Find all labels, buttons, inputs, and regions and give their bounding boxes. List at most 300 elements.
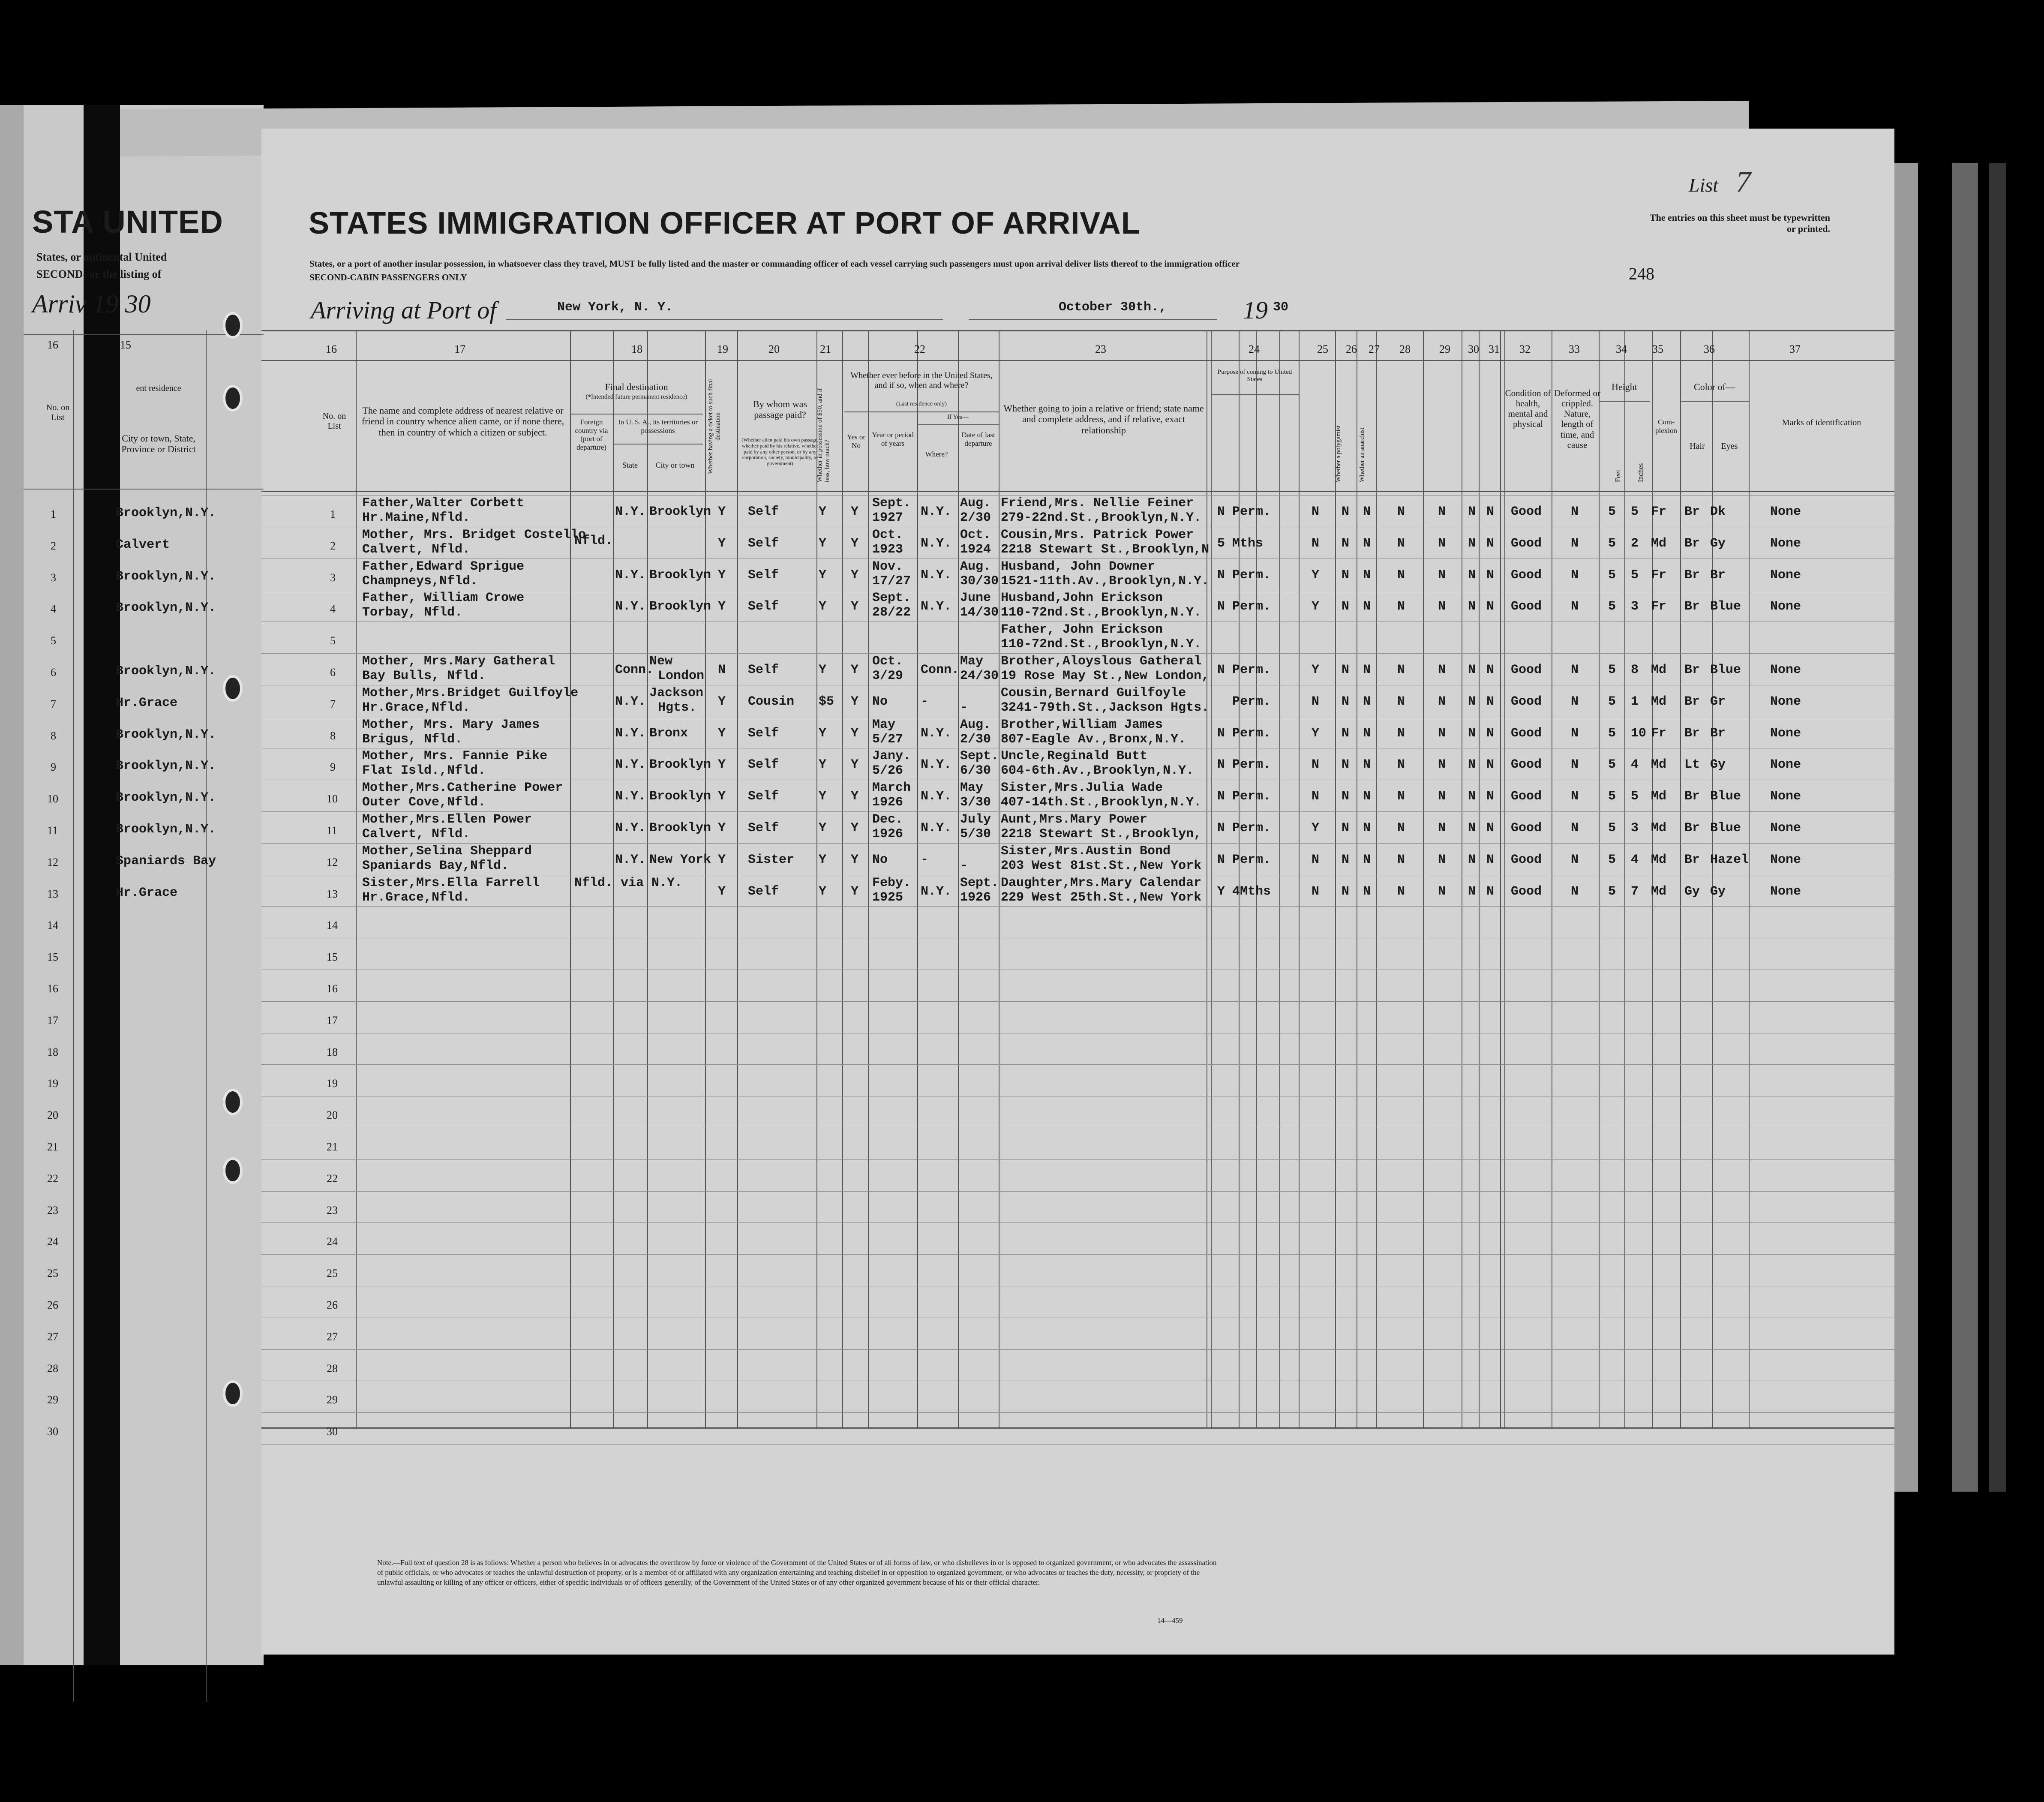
col-27-answer: N (1363, 599, 1371, 614)
year-period-2: 1926 (872, 795, 903, 810)
relative-address: Spaniards Bay,Nfld. (362, 858, 509, 873)
date-last-departure-2: 2/30 (960, 732, 991, 747)
height-feet: 5 (1608, 757, 1616, 772)
money: Y (819, 726, 827, 741)
year-suffix: 30 (1273, 300, 1289, 315)
relative-name: Mother, Mrs.Mary Gatheral (362, 654, 555, 669)
col-29-answer: N (1438, 505, 1446, 519)
header-last-residence: (Last residence only) (896, 401, 947, 407)
left-row-number: 4 (51, 603, 56, 616)
height-feet: 5 (1608, 694, 1616, 709)
col-28-answer: N (1397, 663, 1405, 677)
col-25-answer: N (1312, 757, 1320, 772)
col-29-answer: N (1438, 663, 1446, 677)
left-row-number: 26 (47, 1299, 58, 1311)
deformed: N (1571, 852, 1579, 867)
passage-paid-by: Cousin (748, 694, 795, 709)
header-color-of: Color of— (1694, 381, 1735, 392)
grid-column-line (1279, 331, 1280, 1428)
left-residence-cell: Brooklyn,N.Y. (116, 506, 216, 520)
row-number: 21 (327, 1141, 338, 1153)
col-25-answer: Y (1312, 726, 1320, 741)
grid-row-line (261, 1222, 1894, 1223)
height-inches: 2 (1631, 536, 1639, 551)
height-feet: 5 (1608, 789, 1616, 804)
col-29-answer: N (1438, 536, 1446, 551)
joining-address: 19 Rose May St.,New London, (1001, 669, 1210, 683)
header-foreign-country: Foreign country via (port of departure) (575, 418, 608, 451)
health-condition: Good (1511, 505, 1542, 519)
dest-state: N.Y. (615, 757, 646, 772)
purpose-length: Perm. (1232, 568, 1271, 583)
money: Y (819, 505, 827, 519)
year-period-2: 1923 (872, 542, 903, 557)
colnum-36: 36 (1704, 343, 1715, 355)
year-period: March (872, 781, 911, 796)
row-number: 7 (330, 697, 336, 710)
grid-row-line (261, 811, 1894, 812)
dest-state: N.Y. (615, 821, 646, 835)
header-purpose: Purpose of coming to United States (1217, 369, 1292, 383)
date-last-departure: Sept. (960, 875, 999, 890)
left-no-on-list: No. on List (46, 403, 70, 422)
purpose-length: Perm. (1232, 852, 1271, 867)
grid-column-line (842, 331, 843, 1428)
col-30-answer: N (1468, 726, 1476, 741)
header-anarchist: Whether an anarchist (1359, 427, 1366, 482)
deformed: N (1571, 505, 1579, 519)
dest-city: Brooklyn (649, 821, 711, 835)
row-number: 26 (327, 1299, 338, 1311)
typewritten-instruction: The entries on this sheet must be typewritten or printed. (1649, 212, 1830, 234)
col-28-answer: N (1397, 694, 1405, 709)
grid-column-line (570, 331, 571, 1428)
header-where: Where? (925, 450, 948, 458)
health-condition: Good (1511, 757, 1542, 772)
where: - (921, 852, 929, 867)
identification-marks: None (1770, 663, 1801, 677)
year-period: Sept. (872, 591, 911, 606)
passage-paid-by: Self (748, 757, 779, 772)
identification-marks: None (1770, 852, 1801, 867)
left-city-label: City or town, State, Province or District (121, 433, 196, 455)
col-27-answer: N (1363, 884, 1371, 899)
left-row-number: 2 (51, 539, 56, 552)
passage-paid-by: Self (748, 884, 779, 899)
joining-address: 3241-79th.St.,Jackson Hgts. (1001, 700, 1210, 715)
grid-column-line (1599, 331, 1600, 1428)
complexion: Md (1651, 536, 1667, 551)
col-26-answer: N (1342, 568, 1350, 583)
joining-address: 604-6th.Av.,Brooklyn,N.Y. (1001, 763, 1194, 778)
row-number: 16 (327, 982, 338, 995)
eye-color: Br (1710, 726, 1726, 741)
ever-before: Y (851, 694, 859, 709)
date-last-departure-2: 24/30 (960, 669, 999, 683)
height-inches: 8 (1631, 663, 1639, 677)
color-subline (1680, 401, 1749, 402)
left-page-arrived: Arriv 19 30 (32, 290, 151, 318)
col-30-answer: N (1468, 505, 1476, 519)
ever-before: Y (851, 884, 859, 899)
col-31-answer: N (1486, 726, 1495, 741)
colnum-30: 30 (1468, 343, 1479, 355)
row-number: 4 (330, 603, 336, 616)
complexion: Md (1651, 757, 1667, 772)
height-inches: 4 (1631, 852, 1639, 867)
ever-before: Y (851, 599, 859, 614)
left-col-divider (73, 330, 74, 1702)
grid-row-line (261, 653, 1894, 654)
purpose-length: Perm. (1232, 694, 1271, 709)
header-ticket-text: Whether having a ticket to such final destination (707, 379, 722, 474)
eye-color: Hazel (1710, 852, 1749, 867)
joining-name: Friend,Mrs. Nellie Feiner (1001, 496, 1194, 511)
hair-color: Br (1684, 505, 1700, 519)
header-marks: Marks of identification (1782, 418, 1861, 427)
col-26-answer: N (1342, 663, 1350, 677)
grid-column-line (1504, 331, 1505, 1428)
right-edge-shadow (1952, 163, 1978, 1492)
height-feet: 5 (1608, 599, 1616, 614)
year-period-2: 1925 (872, 890, 903, 905)
punch-hole (223, 1157, 243, 1184)
relative-address: Hr.Grace,Nfld. (362, 700, 471, 715)
left-page-line1: States, or ontinental United (36, 251, 167, 263)
where: N.Y. (921, 726, 952, 741)
identification-marks: None (1770, 757, 1801, 772)
passage-paid-by: Self (748, 536, 779, 551)
ever-before: Y (851, 852, 859, 867)
grid-row-line (261, 1191, 1894, 1192)
passage-paid-by: Self (748, 599, 779, 614)
where: N.Y. (921, 599, 952, 614)
where: N.Y. (921, 789, 952, 804)
passage-paid-by: Self (748, 663, 779, 677)
left-row-number: 13 (47, 887, 58, 900)
ever-before: Y (851, 568, 859, 583)
year-period: Oct. (872, 654, 903, 669)
col-29-answer: N (1438, 789, 1446, 804)
purpose-code: N (1217, 505, 1225, 519)
relative-address: Bay Bulls, Nfld. (362, 669, 486, 683)
left-row-number: 14 (47, 919, 58, 932)
col-30-answer: N (1468, 757, 1476, 772)
purpose-code: N (1217, 663, 1225, 677)
col-31-answer: N (1486, 757, 1495, 772)
height-inches: 5 (1631, 568, 1639, 583)
year-period-2: 3/29 (872, 669, 903, 683)
col-28-answer: N (1397, 884, 1405, 899)
colnum-21: 21 (820, 343, 831, 355)
health-condition: Good (1511, 821, 1542, 835)
joining-name: Uncle,Reginald Butt (1001, 749, 1148, 764)
row-number: 5 (330, 634, 336, 647)
height-feet: 5 (1608, 663, 1616, 677)
col-27-answer: N (1363, 568, 1371, 583)
money: Y (819, 852, 827, 867)
height-feet: 5 (1608, 884, 1616, 899)
grid-column-line (1624, 331, 1625, 1428)
row-number: 25 (327, 1267, 338, 1280)
col-25-answer: N (1312, 536, 1320, 551)
header-inches: Inches (1636, 463, 1645, 482)
col-30-answer: N (1468, 599, 1476, 614)
grid-bottom (261, 1427, 1894, 1429)
where: N.Y. (921, 884, 952, 899)
left-row-number: 1 (51, 508, 56, 520)
grid-column-line (1500, 331, 1501, 1428)
ticket: Y (718, 789, 726, 804)
joining-name: Husband,John Erickson (1001, 591, 1163, 606)
date-last-departure-2: - (960, 858, 968, 873)
year-period: No (872, 852, 888, 867)
purpose-length: Perm. (1232, 757, 1271, 772)
date-last-departure-2: - (960, 700, 968, 715)
header-final-dest-note: (*Intended future permanent residence) (585, 393, 687, 400)
row-number: 14 (327, 919, 338, 932)
ticket: Y (718, 599, 726, 614)
grid-column-line (1423, 331, 1424, 1428)
colnum-20: 20 (768, 343, 780, 355)
grid-column-line (1335, 331, 1336, 1428)
eye-color: Gy (1710, 757, 1726, 772)
grid-column-line (1211, 331, 1212, 1428)
left-row-number: 3 (51, 571, 56, 584)
left-row-number: 20 (47, 1109, 58, 1122)
row-number: 27 (327, 1330, 338, 1343)
year-period-2: 5/27 (872, 732, 903, 747)
joining-address: 2218 Stewart St.,Brooklyn,N (1001, 542, 1210, 557)
date-last-departure: Sept. (960, 749, 999, 764)
relative-name: Mother, Mrs. Mary James (362, 717, 540, 732)
grid-column-line (868, 331, 869, 1428)
left-residence-label: ent residence (136, 384, 181, 393)
grid-row-line (261, 1412, 1894, 1413)
col-27-answer: N (1363, 505, 1371, 519)
col-27-answer: N (1363, 726, 1371, 741)
header-if-yes: If Yes— (947, 414, 969, 420)
height-inches: 10 (1631, 726, 1647, 741)
height-feet: 5 (1608, 568, 1616, 583)
left-row-number: 28 (47, 1362, 58, 1375)
left-residence-cell: Brooklyn,N.Y. (116, 727, 216, 742)
grid-column-line (705, 331, 706, 1428)
relative-address: Flat Isld.,Nfld. (362, 763, 486, 778)
left-row-number: 11 (47, 824, 58, 837)
deformed: N (1571, 568, 1579, 583)
grid-row-line (261, 843, 1894, 844)
complexion: Fr (1651, 568, 1667, 583)
col-30-answer: N (1468, 884, 1476, 899)
row-number: 12 (327, 856, 338, 868)
joining-name: Husband, John Downer (1001, 559, 1156, 574)
col-28-answer: N (1397, 568, 1405, 583)
date-last-departure-2: 5/30 (960, 827, 991, 841)
health-condition: Good (1511, 726, 1542, 741)
health-condition: Good (1511, 568, 1542, 583)
complexion: Md (1651, 694, 1667, 709)
ever-before: Y (851, 789, 859, 804)
date-last-departure-2: 1924 (960, 542, 991, 557)
deformed: N (1571, 536, 1579, 551)
col-31-answer: N (1486, 789, 1495, 804)
col-28-answer: N (1397, 821, 1405, 835)
eye-color: Blue (1710, 599, 1741, 614)
eye-color: Gy (1710, 884, 1726, 899)
dest-state: N.Y. (615, 694, 646, 709)
col-25-answer: Y (1312, 568, 1320, 583)
date-last-departure: July (960, 812, 991, 827)
dest-city: New (649, 654, 673, 669)
colnum-18: 18 (631, 343, 642, 355)
left-row-number: 9 (51, 761, 56, 774)
identification-marks: None (1770, 694, 1801, 709)
date-last-departure-2: 30/30 (960, 574, 999, 589)
row-number: 18 (327, 1045, 338, 1058)
header-yes-no: Yes or No (846, 433, 866, 450)
colnum-31: 31 (1489, 343, 1500, 355)
relative-address: Calvert, Nfld. (362, 827, 471, 841)
joining-name: Brother,William James (1001, 717, 1163, 732)
identification-marks: None (1770, 789, 1801, 804)
year-prefix: 19 (1243, 296, 1268, 324)
passage-paid-by: Self (748, 568, 779, 583)
col-29-answer: N (1438, 599, 1446, 614)
col-26-answer: N (1342, 599, 1350, 614)
left-page-title: STA UNITED (32, 204, 223, 240)
joining-address: 2218 Stewart St.,Brooklyn, (1001, 827, 1202, 841)
binding-shadow (84, 105, 120, 1665)
purpose-code: N (1217, 599, 1225, 614)
grid-header-bottom (261, 491, 1894, 492)
height-feet: 5 (1608, 852, 1616, 867)
money: Y (819, 757, 827, 772)
row-number: 17 (327, 1014, 338, 1027)
header-ever-before: Whether ever before in the United States, and if so, when and where? (850, 371, 993, 390)
ever-before: Y (851, 821, 859, 835)
hair-color: Br (1684, 536, 1700, 551)
left-page-line2: SECOND- or the listing of (36, 268, 162, 280)
dest-state: N.Y. (615, 568, 646, 583)
purpose-length: 4Mths (1232, 884, 1271, 899)
col-27-answer: N (1363, 536, 1371, 551)
complexion: Md (1651, 663, 1667, 677)
hair-color: Br (1684, 789, 1700, 804)
left-row-number: 5 (51, 634, 56, 647)
height-inches: 4 (1631, 757, 1639, 772)
row-number: 2 (330, 539, 336, 552)
grid-column-line (816, 331, 817, 1428)
joining-name: Sister,Mrs.Austin Bond (1001, 844, 1171, 859)
date-last-departure-2: 2/30 (960, 511, 991, 525)
dest-state: N.Y. (615, 726, 646, 741)
col-26-answer: N (1342, 821, 1350, 835)
year-period: Oct. (872, 527, 903, 542)
money: Y (819, 536, 827, 551)
grid-top-line (261, 330, 1894, 331)
joining-address: 203 West 81st.St.,New York (1001, 858, 1202, 873)
col-31-answer: N (1486, 694, 1495, 709)
arrival-date: October 30th., (1059, 300, 1167, 315)
header-paid-note: (Whether alien paid his own passage, whether paid by his relative, whether paid by any other person, or by any corporation, society, municipality, or government) (741, 437, 819, 467)
row-number: 20 (327, 1109, 338, 1122)
left-residence-cell: Calvert (116, 537, 170, 552)
left-residence-cell: Brooklyn,N.Y. (116, 601, 216, 616)
col-27-answer: N (1363, 694, 1371, 709)
ticket: Y (718, 757, 726, 772)
hair-color: Br (1684, 599, 1700, 614)
relative-name: Sister,Mrs.Ella Farrell (362, 875, 540, 890)
col-26-answer: N (1342, 536, 1350, 551)
colnum-27: 27 (1369, 343, 1380, 355)
date-last-departure: May (960, 654, 984, 669)
dest-city: Brooklyn (649, 568, 711, 583)
ticket: Y (718, 505, 726, 519)
left-residence-cell: Brooklyn,N.Y. (116, 822, 216, 837)
dest-city: Jackson (649, 685, 704, 700)
height-feet: 5 (1608, 726, 1616, 741)
identification-marks: None (1770, 599, 1801, 614)
purpose-code: N (1217, 568, 1225, 583)
col-31-answer: N (1486, 568, 1495, 583)
relative-address: Calvert, Nfld. (362, 542, 471, 557)
punch-hole (223, 312, 243, 339)
date-last-departure: Aug. (960, 559, 991, 574)
money: Y (819, 789, 827, 804)
hair-color: Lt (1684, 757, 1700, 772)
header-no-on-list: No. on List (322, 411, 346, 431)
col-26-answer: N (1342, 884, 1350, 899)
header-city: City or town (655, 461, 695, 469)
year-period-2: 1927 (872, 511, 903, 525)
health-condition: Good (1511, 789, 1542, 804)
row-number: 15 (327, 951, 338, 964)
purpose-code: N (1217, 789, 1225, 804)
ticket: Y (718, 568, 726, 583)
purpose-code: N (1217, 852, 1225, 867)
grid-column-line (958, 331, 959, 1428)
passage-paid-by: Self (748, 821, 779, 835)
row-number: 30 (327, 1425, 338, 1438)
year-period: Sept. (872, 496, 911, 511)
col-25-answer: N (1312, 884, 1320, 899)
grid-column-line (1712, 331, 1713, 1428)
foreign-country: Nfld. (574, 533, 613, 548)
left-row-number: 21 (47, 1141, 58, 1153)
hair-color: Br (1684, 663, 1700, 677)
purpose-code: 5 (1217, 536, 1225, 551)
hair-color: Gy (1684, 884, 1700, 899)
passage-paid-by: Self (748, 789, 779, 804)
purpose-subline (1211, 394, 1299, 395)
identification-marks: None (1770, 536, 1801, 551)
relative-address: Outer Cove,Nfld. (362, 795, 486, 810)
header-height: Height (1612, 381, 1637, 392)
col-29-answer: N (1438, 884, 1446, 899)
left-row-number: 27 (47, 1330, 58, 1343)
col-29-answer: N (1438, 694, 1446, 709)
relative-name: Father,Edward Sprigue (362, 559, 525, 574)
relative-name: Father, William Crowe (362, 591, 525, 606)
left-row-number: 7 (51, 697, 56, 710)
grid-column-line (1256, 331, 1257, 1428)
port-name: New York, N. Y. (557, 300, 673, 315)
year-period: Feby. (872, 875, 911, 890)
row-number: 10 (327, 793, 338, 805)
eye-color: Blue (1710, 821, 1741, 835)
colnum-34: 34 (1616, 343, 1627, 355)
